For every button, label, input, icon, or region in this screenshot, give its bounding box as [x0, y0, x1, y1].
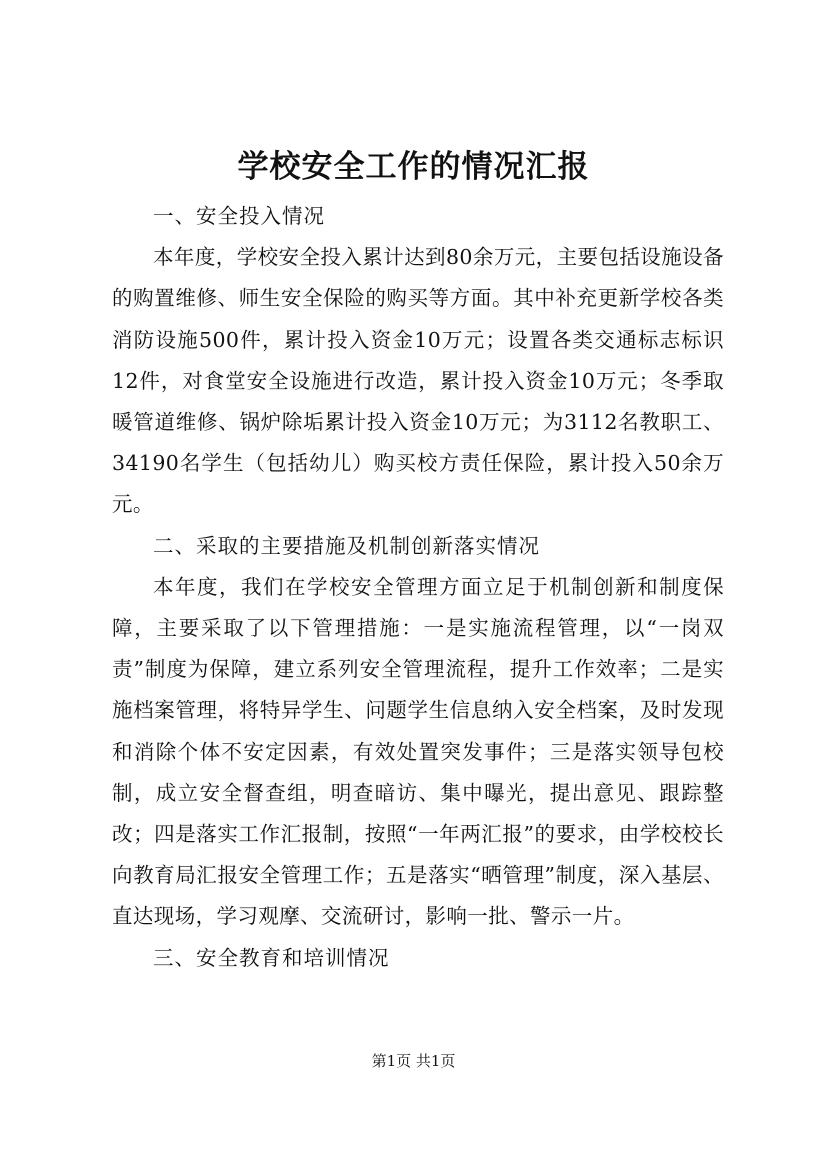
paragraph-safety-investment: 本年度，学校安全投入累计达到80余万元，主要包括设施设备的购置维修、师生安全保险的购买等方面。其中补充更新学校各类消防设施500件，累计投入资金10万元；设置各类交通标志标识12件，对食堂安全设施进行改造，累计投入资金10万元；冬季取暖管道维修、锅炉除垢累计投入资金10万元；为3112名教职工、34190名学生（包括幼儿）购买校方责任保险，累计投入50余万元。: [112, 245, 724, 517]
section-heading-1: 一、安全投入情况: [153, 204, 325, 228]
document-title: 学校安全工作的情况汇报: [237, 149, 590, 185]
section-heading-3: 三、安全教育和培训情况: [153, 945, 390, 970]
paragraph-main-measures: 本年度，我们在学校安全管理方面立足于机制创新和制度保障，主要采取了以下管理措施：一是实施流程管理，以“一岗双责”制度为保障，建立系列安全管理流程，提升工作效率；二是实施档案管理，将特异学生、问题学生信息纳入安全档案，及时发现和消除个体不安定因素，有效处置突发事件；三是落实领导包校制，成立安全督查组，明查暗访、集中曝光，提出意见、跟踪整改；四是落实工作汇报制，按照“一年两汇报”的要求，由学校校长向教育局汇报安全管理工作；五是落实“晒管理”制度，深入基层、直达现场，学习观摩、交流研讨，影响一批、警示一片。: [112, 574, 724, 929]
page-footer: 第1页 共1页: [371, 1052, 456, 1070]
section-heading-2: 二、采取的主要措施及机制创新落实情况: [153, 533, 540, 558]
document-body: [112, 196, 724, 979]
